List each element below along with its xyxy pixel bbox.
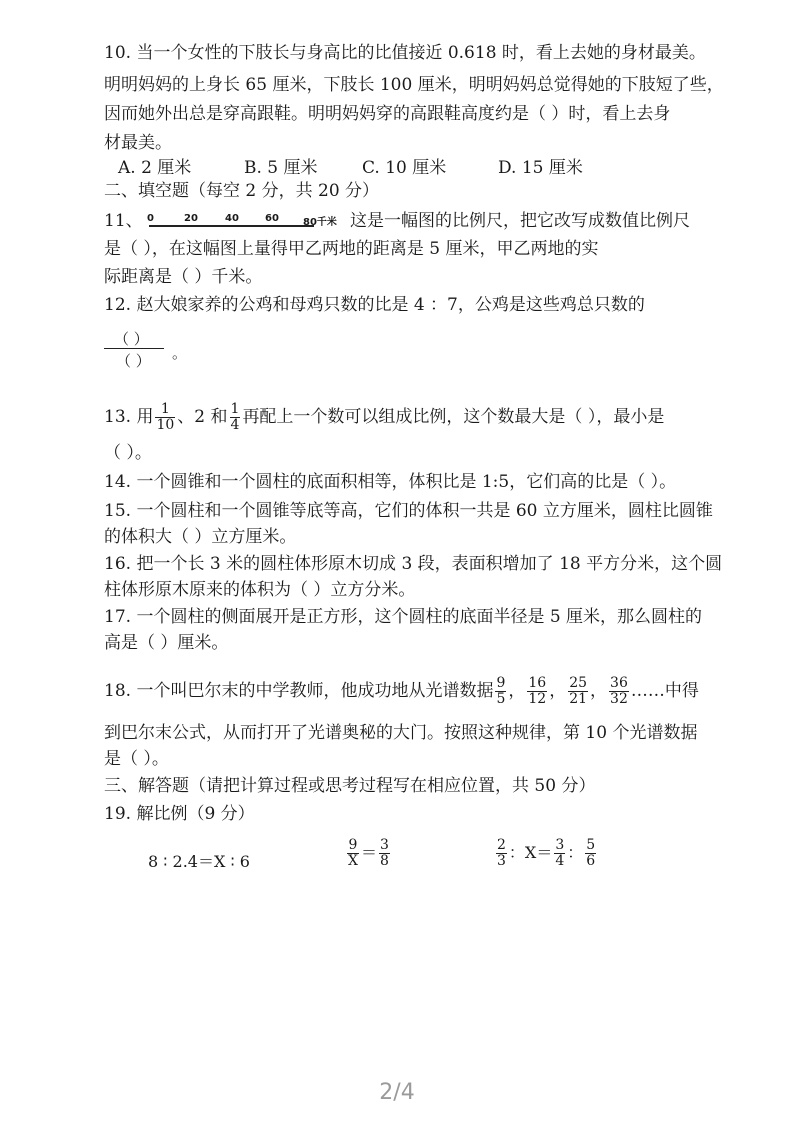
scale-bar [147,211,343,233]
spectral-fraction-4 [609,676,629,707]
denominator: 5 [496,691,506,707]
q18-line-1: 18. 一个叫巴尔末的中学教师，他成功地从光谱数据 $\frac{9}{5}$ ， $\frac{16}{12}$ ， $\frac{25}{21}$ ， $\frac{36}{32}$ ……中得 [104,675,699,707]
q18-line-3: 是（ ）。 [104,749,169,769]
numerator: 5 [586,837,596,853]
q12-blank-numerator: （ ） [114,330,149,348]
denominator: 32 [610,691,628,707]
q17-line-1: 17. 一个圆柱的侧面展开是正方形，这个圆柱的底面半径是 5 厘米，那么圆柱的 [104,607,703,627]
q15-line-2: 的体积大（ ）立方厘米。 [104,527,297,547]
eq3-fraction-c [585,838,596,869]
numerator: 25 [569,675,588,691]
choice-b: B. 5 厘米 [244,158,318,178]
numerator: 16 [528,675,547,691]
q12-period: 。 [172,344,188,362]
q10-line-1: 10. 当一个女性的下肢长与身高比的比值接近 0.618 时，看上去她的身材最美。 [104,43,706,63]
fraction-bar [104,348,164,349]
q18-prefix: 18. 一个叫巴尔末的中学教师，他成功地从光谱数据 [104,681,494,701]
q15-line-1: 15. 一个圆柱和一个圆锥等底等高，它们的体积一共是 60 立方厘米，圆柱比圆锥 [104,501,713,521]
q11-number: 11、 [104,211,143,231]
fraction-1-4 [230,402,241,433]
equation-2: $\frac{9}{X}$ ＝ $\frac{3}{8}$ [348,837,389,869]
q11-line-2: 是（ ），在这幅图上量得甲乙两地的距离是 5 厘米，甲乙两地的实 [104,239,599,259]
eq3-fraction-b [554,838,565,869]
q19-title: 19. 解比例（9 分） [104,804,255,824]
equation-3 [494,838,598,869]
spectral-fraction-1 [495,676,506,707]
q12-blank-denominator: （ ） [116,352,151,370]
scale-tick-60: 60 [265,213,279,224]
choice-c: C. 10 厘米 [362,158,447,178]
scale-tick-80: 80千米 [303,217,337,228]
section-2-title: 二、填空题（每空 2 分，共 20 分） [104,181,380,201]
denominator: 3 [497,853,506,869]
q16-line-1: 16. 把一个长 3 米的圆柱体形原木切成 3 段，表面积增加了 18 平方分米，这个圆 [104,554,723,574]
numerator: 3 [555,837,565,853]
eq3-middle: ：X＝ [508,843,553,862]
denominator: X [348,853,358,869]
scale-line [149,225,314,227]
eq2-left-fraction [347,838,359,869]
fraction-1-10 [155,402,175,433]
scale-tick-40: 40 [225,213,239,224]
denominator: 6 [586,853,596,869]
section-3-title: 三、解答题（请把计算过程或思考过程写在相应位置，共 50 分） [104,776,596,796]
eq3-colon: ： [567,843,584,862]
spectral-fraction-3 [568,676,588,707]
numerator: 1 [155,402,175,418]
denominator: 4 [555,853,565,869]
q13-rest: 再配上一个数可以组成比例，这个数最大是（ ），最小是 [242,407,665,427]
q10-line-2: 明明妈妈的上身长 65 厘米，下肢长 100 厘米，明明妈妈总觉得她的下肢短了些， [104,75,724,95]
q10-line-4: 材最美。 [104,133,172,153]
q11-line-1: 这是一幅图的比例尺，把它改写成数值比例尺 [350,211,690,231]
q18-suffix: ……中得 [630,681,699,701]
q13-prefix: 13. 用 [104,407,154,427]
q16-line-2: 柱体形原木原来的体积为（ ）立方分米。 [104,580,416,600]
q14-text: 14. 一个圆锥和一个圆柱的底面积相等，体积比是 1:5，它们高的比是（ ）。 [104,472,677,492]
q17-line-2: 高是（ ）厘米。 [104,633,229,653]
spectral-fraction-2 [527,676,547,707]
numerator: 3 [379,837,389,853]
eq2-right-fraction [379,838,390,869]
q10-line-3: 因而她外出总是穿高跟鞋。明明妈妈穿的高跟鞋高度约是（ ）时，看上去身 [104,104,671,124]
choice-d: D. 15 厘米 [498,158,583,178]
denominator: 10 [156,417,175,433]
q13-line-2: （ ）。 [104,443,152,463]
choice-a: A. 2 厘米 [118,158,192,178]
denominator: 12 [528,691,547,707]
q18-line-2: 到巴尔末公式，从而打开了光谱奥秘的大门。按照这种规律，第 10 个光谱数据 [104,723,698,743]
denominator: 4 [230,417,240,433]
scale-tick-0: 0 [147,213,154,224]
numerator: 36 [610,675,628,691]
scale-tick-20: 20 [184,213,198,224]
denominator: 21 [569,691,588,707]
numerator: 9 [496,675,506,691]
q13-mid: 、2 和 [177,407,228,427]
numerator: 1 [230,401,240,417]
eq3-fraction-a [496,838,507,869]
numerator: 2 [497,837,506,853]
numerator: 9 [348,837,358,853]
q11-line-3: 际距离是（ ）千米。 [104,267,263,287]
q13-line-1 [104,402,664,433]
q12-line-1: 12. 赵大娘家养的公鸡和母鸡只数的比是 4 ：7，公鸡是这些鸡总只数的 [104,295,645,315]
denominator: 8 [379,853,389,869]
page-indicator: 2/4 [379,1080,415,1105]
equation-1: 8 ∶ 2.4＝X ∶ 6 [148,852,250,871]
